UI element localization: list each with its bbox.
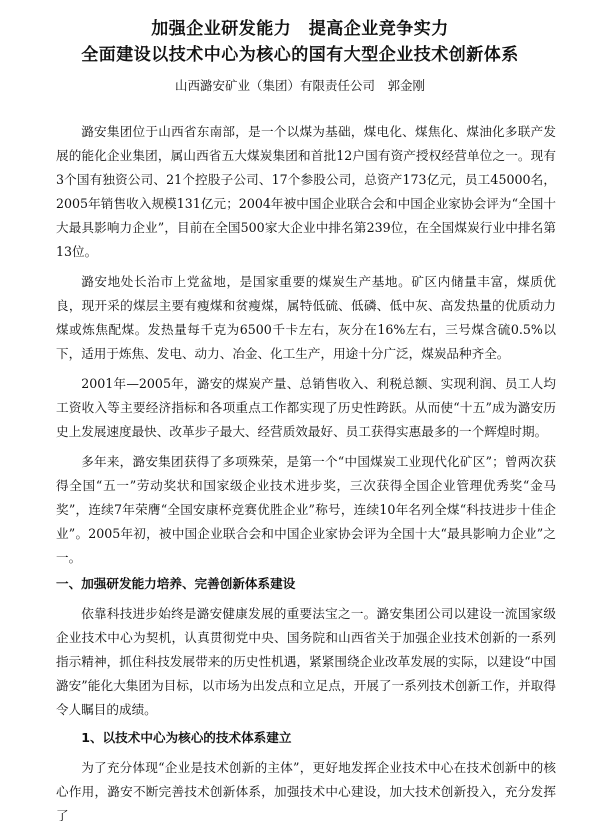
title-line-2: 全面建设以技术中心为核心的国有大型企业技术创新体系 xyxy=(81,45,519,65)
title-line-1: 加强企业研发能力 提高企业竞争实力 xyxy=(151,19,449,39)
paragraph-subsection-1: 为了充分体现“企业是技术创新的主体”，更好地发挥企业技术中心在技术创新中的核心作用，潞安不断完善技术创新体系，加强技术中心建设，加大技术创新投入，充分发挥了 xyxy=(56,760,556,823)
section-heading-1: 一、加强研发能力培养、完善创新体系建设 xyxy=(56,576,296,591)
paragraph-company-intro: 潞安集团位于山西省东南部，是一个以煤为基础，煤电化、煤焦化、煤油化多联产发展的能化企业集团，属山西省五大煤炭集团和首批12户国有资产授权经营单位之一。现有3个国有独资公司、21个控股子公司、17个参股公司，总资产173亿元，员工45000名，2005年销售收入规模131亿元；2004年被中国企业联合会和中国企业家协会评为“全国十大最具影响力企业”，目前在全国500家大企业中排名第239位，在全国煤炭行业中排名第13位。 xyxy=(56,124,556,259)
paragraph-section-1: 依靠科技进步始终是潞安健康发展的重要法宝之一。潞安集团公司以建设一流国家级企业技术中心为契机，认真贯彻党中央、国务院和山西省关于加强企业技术创新的一系列指示精神，抓住科技发展带来的历史性机遇，紧紧围绕企业改革发展的实际，以建设“中国潞安”能化大集团为目标，以市场为出发点和立足点，开展了一系列技术创新工作，并取得令人瞩目的成绩。 xyxy=(56,606,556,717)
subsection-heading-1: 1、以技术中心为核心的技术体系建立 xyxy=(81,730,292,745)
paragraph-fifteenth-plan: 2001年—2005年，潞安的煤炭产量、总销售收入、利税总额、实现利润、员工人均工资收入等主要经济指标和各项重点工作都实现了历史性跨跃。从而使“十五”成为潞安历史上发展速度最快、改革步子最大、经营质效最好、员工获得实惠最多的一个辉煌时期。 xyxy=(56,376,556,439)
paragraph-honors: 多年来，潞安集团获得了多项殊荣，是第一个“中国煤炭工业现代化矿区”；曾两次获得全国“五一”劳动奖状和国家级企业技术进步奖，三次获得全国企业管理优秀奖“金马奖”，连续7年荣膺“全国安康杯竞赛优胜企业”称号，连续10年名列全煤“科技进步十佳企业”。2005年初，被中国企业联合会和中国企业家协会评为全国十大“最具影响力企业”之一。 xyxy=(56,454,556,565)
paragraph-coal-resources: 潞安地处长治市上党盆地，是国家重要的煤炭生产基地。矿区内储量丰富，煤质优良，现开采的煤层主要有瘦煤和贫瘦煤，属特低硫、低磷、低中灰、高发热量的优质动力煤或炼焦配煤。发热量每千克为6500千卡左右，灰分在16%左右，三号煤含硫0.5%以下，适用于炼焦、发电、动力、冶金、化工生产，用途十分广泛，煤炭品种齐全。 xyxy=(56,274,556,361)
document-body xyxy=(56,120,556,828)
author-byline: 山西潞安矿业（集团）有限责任公司 郭金刚 xyxy=(174,78,425,93)
